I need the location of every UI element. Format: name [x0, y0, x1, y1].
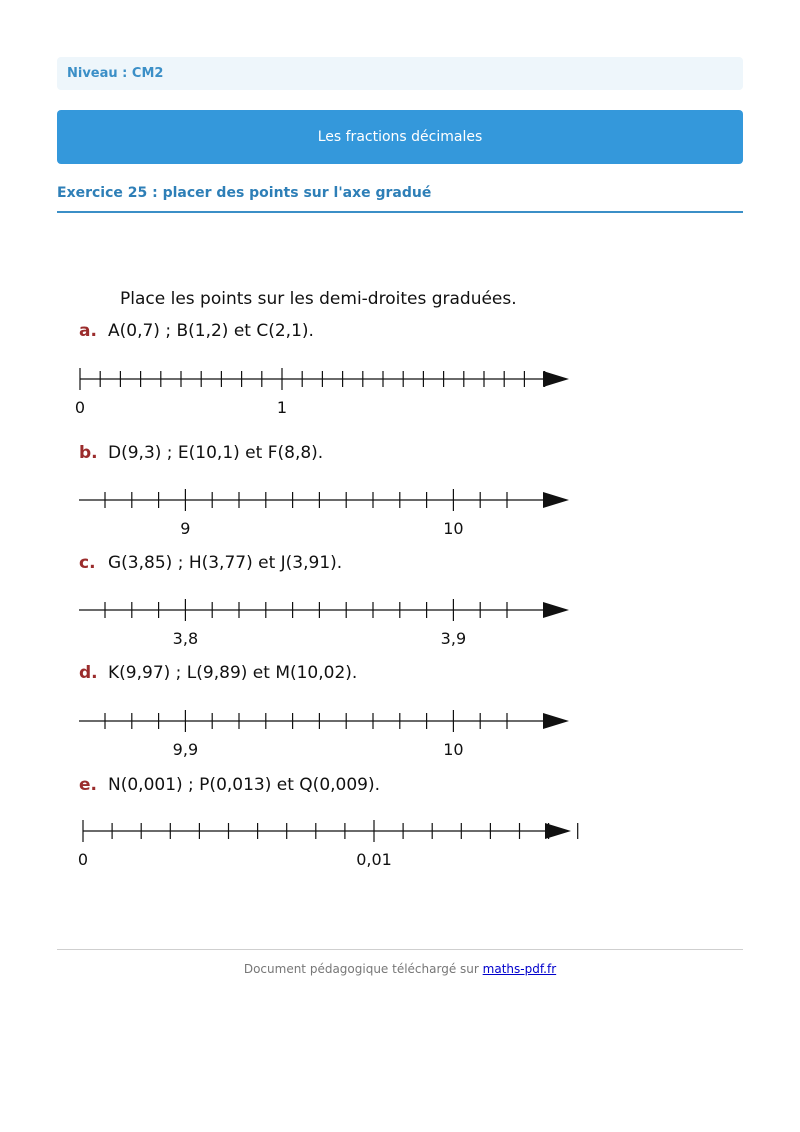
exercise-title: Exercice 25 : placer des points sur l'axe gradué — [57, 185, 432, 201]
part-letter: e. — [79, 775, 97, 795]
part-statement: D(9,3) ; E(10,1) et F(8,8). — [108, 443, 324, 463]
instruction-text: Place les points sur les demi-droites graduées. — [120, 289, 517, 309]
footer-link[interactable]: maths-pdf.fr — [482, 962, 557, 976]
part-letter: a. — [79, 321, 97, 341]
axis-label: 10 — [443, 519, 464, 538]
axis-label: 1 — [276, 398, 288, 417]
part-statement: N(0,001) ; P(0,013) et Q(0,009). — [108, 775, 381, 795]
level-box — [57, 57, 743, 90]
axis-label: 0 — [77, 850, 89, 869]
part-letter: c. — [79, 553, 96, 573]
footer-divider — [57, 949, 743, 950]
part-statement: A(0,7) ; B(1,2) et C(2,1). — [108, 321, 314, 341]
banner-title: Les fractions décimales — [317, 129, 483, 145]
level-label: Niveau : CM2 — [67, 66, 164, 81]
axis-label: 9 — [180, 519, 191, 538]
part-letter: d. — [79, 663, 98, 683]
part-letter: b. — [79, 443, 98, 463]
axis-arrowhead — [543, 492, 569, 508]
axis-arrowhead — [543, 713, 569, 729]
axis-arrowhead — [543, 602, 569, 618]
axis-label: 3,8 — [172, 629, 199, 648]
part-statement: K(9,97) ; L(9,89) et M(10,02). — [108, 663, 358, 683]
footer — [57, 962, 743, 976]
footer-text: Document pédagogique téléchargé sur — [243, 962, 479, 976]
number-lines-svg — [57, 270, 617, 880]
axis-label: 0,01 — [356, 850, 392, 869]
axis-arrowhead — [543, 371, 569, 387]
exercise-figure — [57, 270, 617, 880]
part-statement: G(3,85) ; H(3,77) et J(3,91). — [108, 553, 343, 573]
axis-label: 3,9 — [440, 629, 467, 648]
axis-label: 9,9 — [172, 740, 199, 759]
exercise-heading — [57, 185, 743, 213]
axis-label: 10 — [443, 740, 464, 759]
axis-label: 0 — [74, 398, 86, 417]
title-banner — [57, 110, 743, 164]
